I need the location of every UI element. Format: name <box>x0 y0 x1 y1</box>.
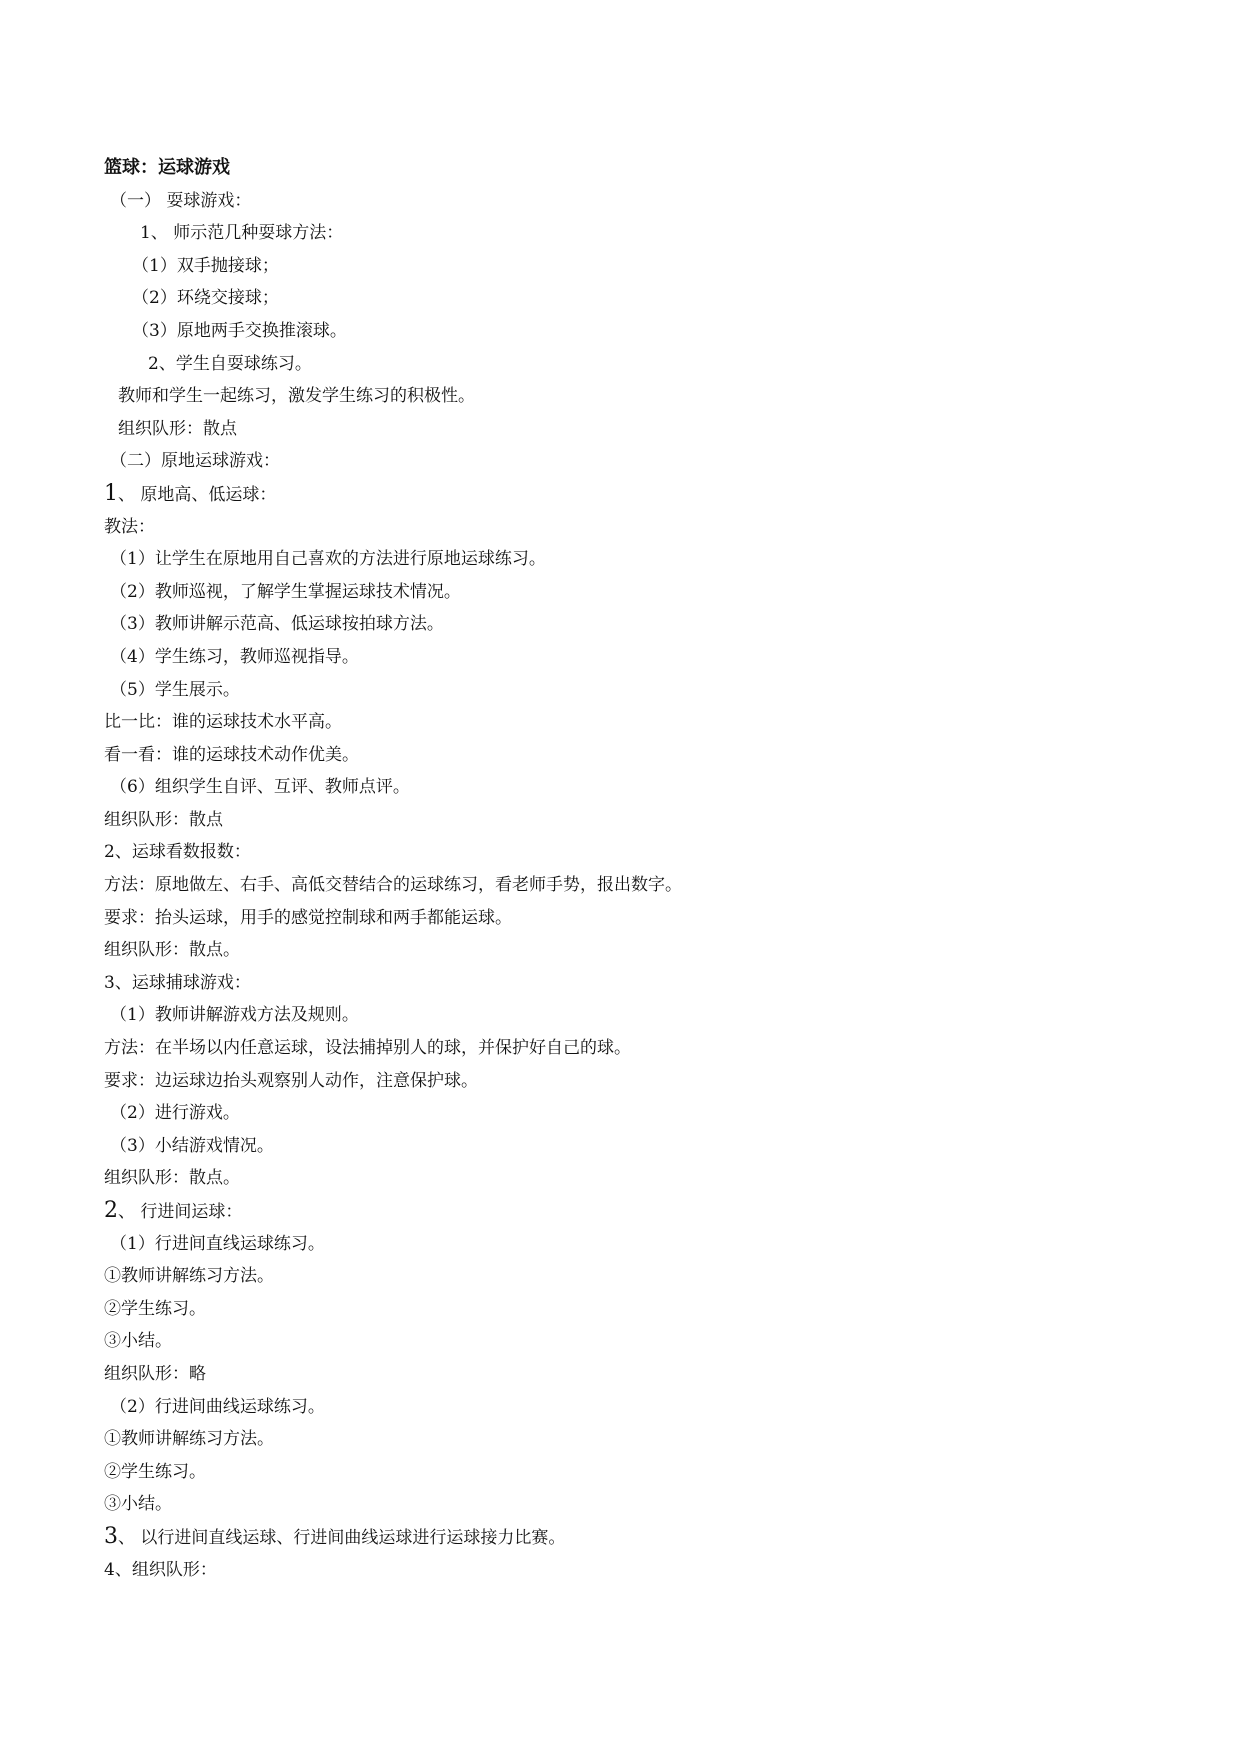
list-item: （3）原地两手交换推滚球。 <box>132 320 347 341</box>
heading-number: 1 <box>104 480 118 506</box>
heading-text: 、 行进间运球： <box>118 1202 243 1222</box>
list-item: （4）学生练习，教师巡视指导。 <box>110 646 359 667</box>
heading-number: 2 <box>104 1198 118 1223</box>
list-item: （2）环绕交接球； <box>132 288 279 309</box>
formation-note: 组织队形：散点 <box>118 418 237 439</box>
sub-heading <box>104 1195 1134 1228</box>
formation-note: 组织队形：散点。 <box>104 940 240 961</box>
heading-text: 、 以行进间直线运球、行进间曲线运球进行运球接力比赛。 <box>118 1527 566 1548</box>
paragraph: 教师和学生一起练习，激发学生练习的积极性。 <box>118 386 475 407</box>
list-item: ①教师讲解练习方法。 <box>104 1429 274 1450</box>
list-item: （3）小结游戏情况。 <box>110 1135 274 1156</box>
list-item: （5）学生展示。 <box>110 679 240 700</box>
heading-number: 3 <box>104 1523 118 1549</box>
sub-heading: 3、运球捕球游戏： <box>104 972 251 993</box>
list-item: （2）行进间曲线运球练习。 <box>110 1396 325 1417</box>
list-item: ②学生练习。 <box>104 1461 206 1482</box>
list-item: （1）教师讲解游戏方法及规则。 <box>110 1005 359 1026</box>
paragraph: 教法： <box>104 516 155 537</box>
paragraph: 方法：原地做左、右手、高低交替结合的运球练习，看老师手势，报出数字。 <box>104 875 682 896</box>
paragraph: 要求：边运球边抬头观察别人动作，注意保护球。 <box>104 1070 478 1091</box>
paragraph: 方法：在半场以内任意运球，设法捕掉别人的球，并保护好自己的球。 <box>104 1038 631 1059</box>
list-item: ③小结。 <box>104 1331 172 1352</box>
document-title: 篮球：运球游戏 <box>104 157 230 178</box>
list-item: （1）让学生在原地用自己喜欢的方法进行原地运球练习。 <box>110 549 546 570</box>
list-item: （1）双手抛接球； <box>132 255 279 276</box>
document-body <box>104 152 1134 1586</box>
list-item: ①教师讲解练习方法。 <box>104 1266 274 1287</box>
sub-heading: 4、组织队形： <box>104 1559 217 1580</box>
sub-heading <box>104 478 1134 511</box>
heading-text: 、 原地高、低运球： <box>118 484 277 505</box>
list-item: ②学生练习。 <box>104 1298 206 1319</box>
sub-heading: 2、运球看数报数： <box>104 842 251 863</box>
sub-heading: 1、 师示范几种耍球方法： <box>140 223 344 244</box>
list-item: （3）教师讲解示范高、低运球按拍球方法。 <box>110 614 444 635</box>
paragraph: 要求：抬头运球，用手的感觉控制球和两手都能运球。 <box>104 907 512 928</box>
list-item: （1）行进间直线运球练习。 <box>110 1233 325 1254</box>
list-item: （2）教师巡视，了解学生掌握运球技术情况。 <box>110 581 461 602</box>
paragraph: 比一比：谁的运球技术水平高。 <box>104 712 342 733</box>
sub-heading: 2、学生自耍球练习。 <box>148 353 312 374</box>
paragraph: 看一看：谁的运球技术动作优美。 <box>104 744 359 765</box>
sub-heading <box>104 1521 1134 1554</box>
list-item: （6）组织学生自评、互评、教师点评。 <box>110 777 410 798</box>
formation-note: 组织队形：散点。 <box>104 1168 240 1189</box>
section-heading: （一） 耍球游戏： <box>110 190 252 211</box>
list-item: ③小结。 <box>104 1494 172 1515</box>
formation-note: 组织队形：略 <box>104 1363 206 1384</box>
formation-note: 组织队形：散点 <box>104 809 223 830</box>
section-heading: （二）原地运球游戏： <box>110 451 280 472</box>
list-item: （2）进行游戏。 <box>110 1103 240 1124</box>
